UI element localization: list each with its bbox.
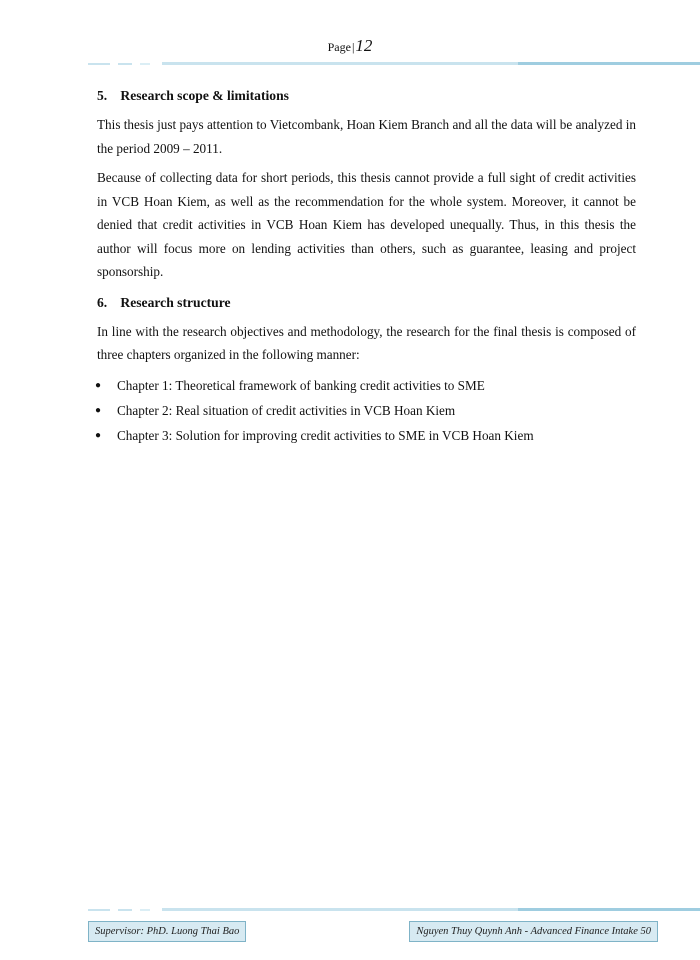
document-body — [97, 86, 636, 448]
page-number: 12 — [355, 36, 373, 55]
supervisor-label: Supervisor: PhD. Luong Thai Bao — [88, 921, 246, 942]
list-item — [97, 398, 636, 423]
list-item — [97, 423, 636, 448]
list-item-text: Chapter 3: Solution for improving credit activities to SME in VCB Hoan Kiem — [117, 427, 534, 443]
author-label: Nguyen Thuy Quynh Anh - Advanced Finance Intake 50 — [409, 921, 658, 942]
paragraph: In line with the research objectives and methodology, the research for the final thesis is composed of three chapters organized in the following manner: — [97, 323, 636, 362]
section-heading-6 — [97, 293, 636, 313]
page-footer — [88, 921, 658, 941]
section-number: 5. — [97, 88, 108, 103]
bullet-icon: ● — [95, 404, 102, 416]
list-item — [97, 373, 636, 398]
page-header — [0, 36, 700, 56]
bullet-icon: ● — [95, 379, 102, 391]
list-item-text: Chapter 1: Theoretical framework of banking credit activities to SME — [117, 377, 485, 393]
paragraph: Because of collecting data for short periods, this thesis cannot provide a full sight of credit activities in VCB Hoan Kiem, as well as the recommendation for the whole system. Moreover, it cannot be denied that credit activities in VCB Hoan Kiem has developed unequally. Thus, in this thesis the author will focus more on lending activities than others, such as guarantee, leasing and project sponsorship. — [97, 170, 636, 279]
section-heading-5 — [97, 86, 636, 106]
section-title: Research scope & limitations — [120, 88, 289, 103]
footer-rule — [88, 906, 700, 914]
header-rule — [88, 60, 700, 68]
chapter-list — [97, 373, 636, 448]
page-label: Page — [327, 40, 351, 54]
section-number: 6. — [97, 294, 108, 310]
list-item-text: Chapter 2: Real situation of credit activities in VCB Hoan Kiem — [117, 402, 456, 418]
section-title: Research structure — [120, 294, 231, 310]
page-separator: | — [351, 40, 355, 54]
bullet-icon: ● — [95, 429, 102, 441]
paragraph: This thesis just pays attention to Vietcombank, Hoan Kiem Branch and all the data will be analyzed in the period 2009 – 2011. — [97, 117, 636, 156]
